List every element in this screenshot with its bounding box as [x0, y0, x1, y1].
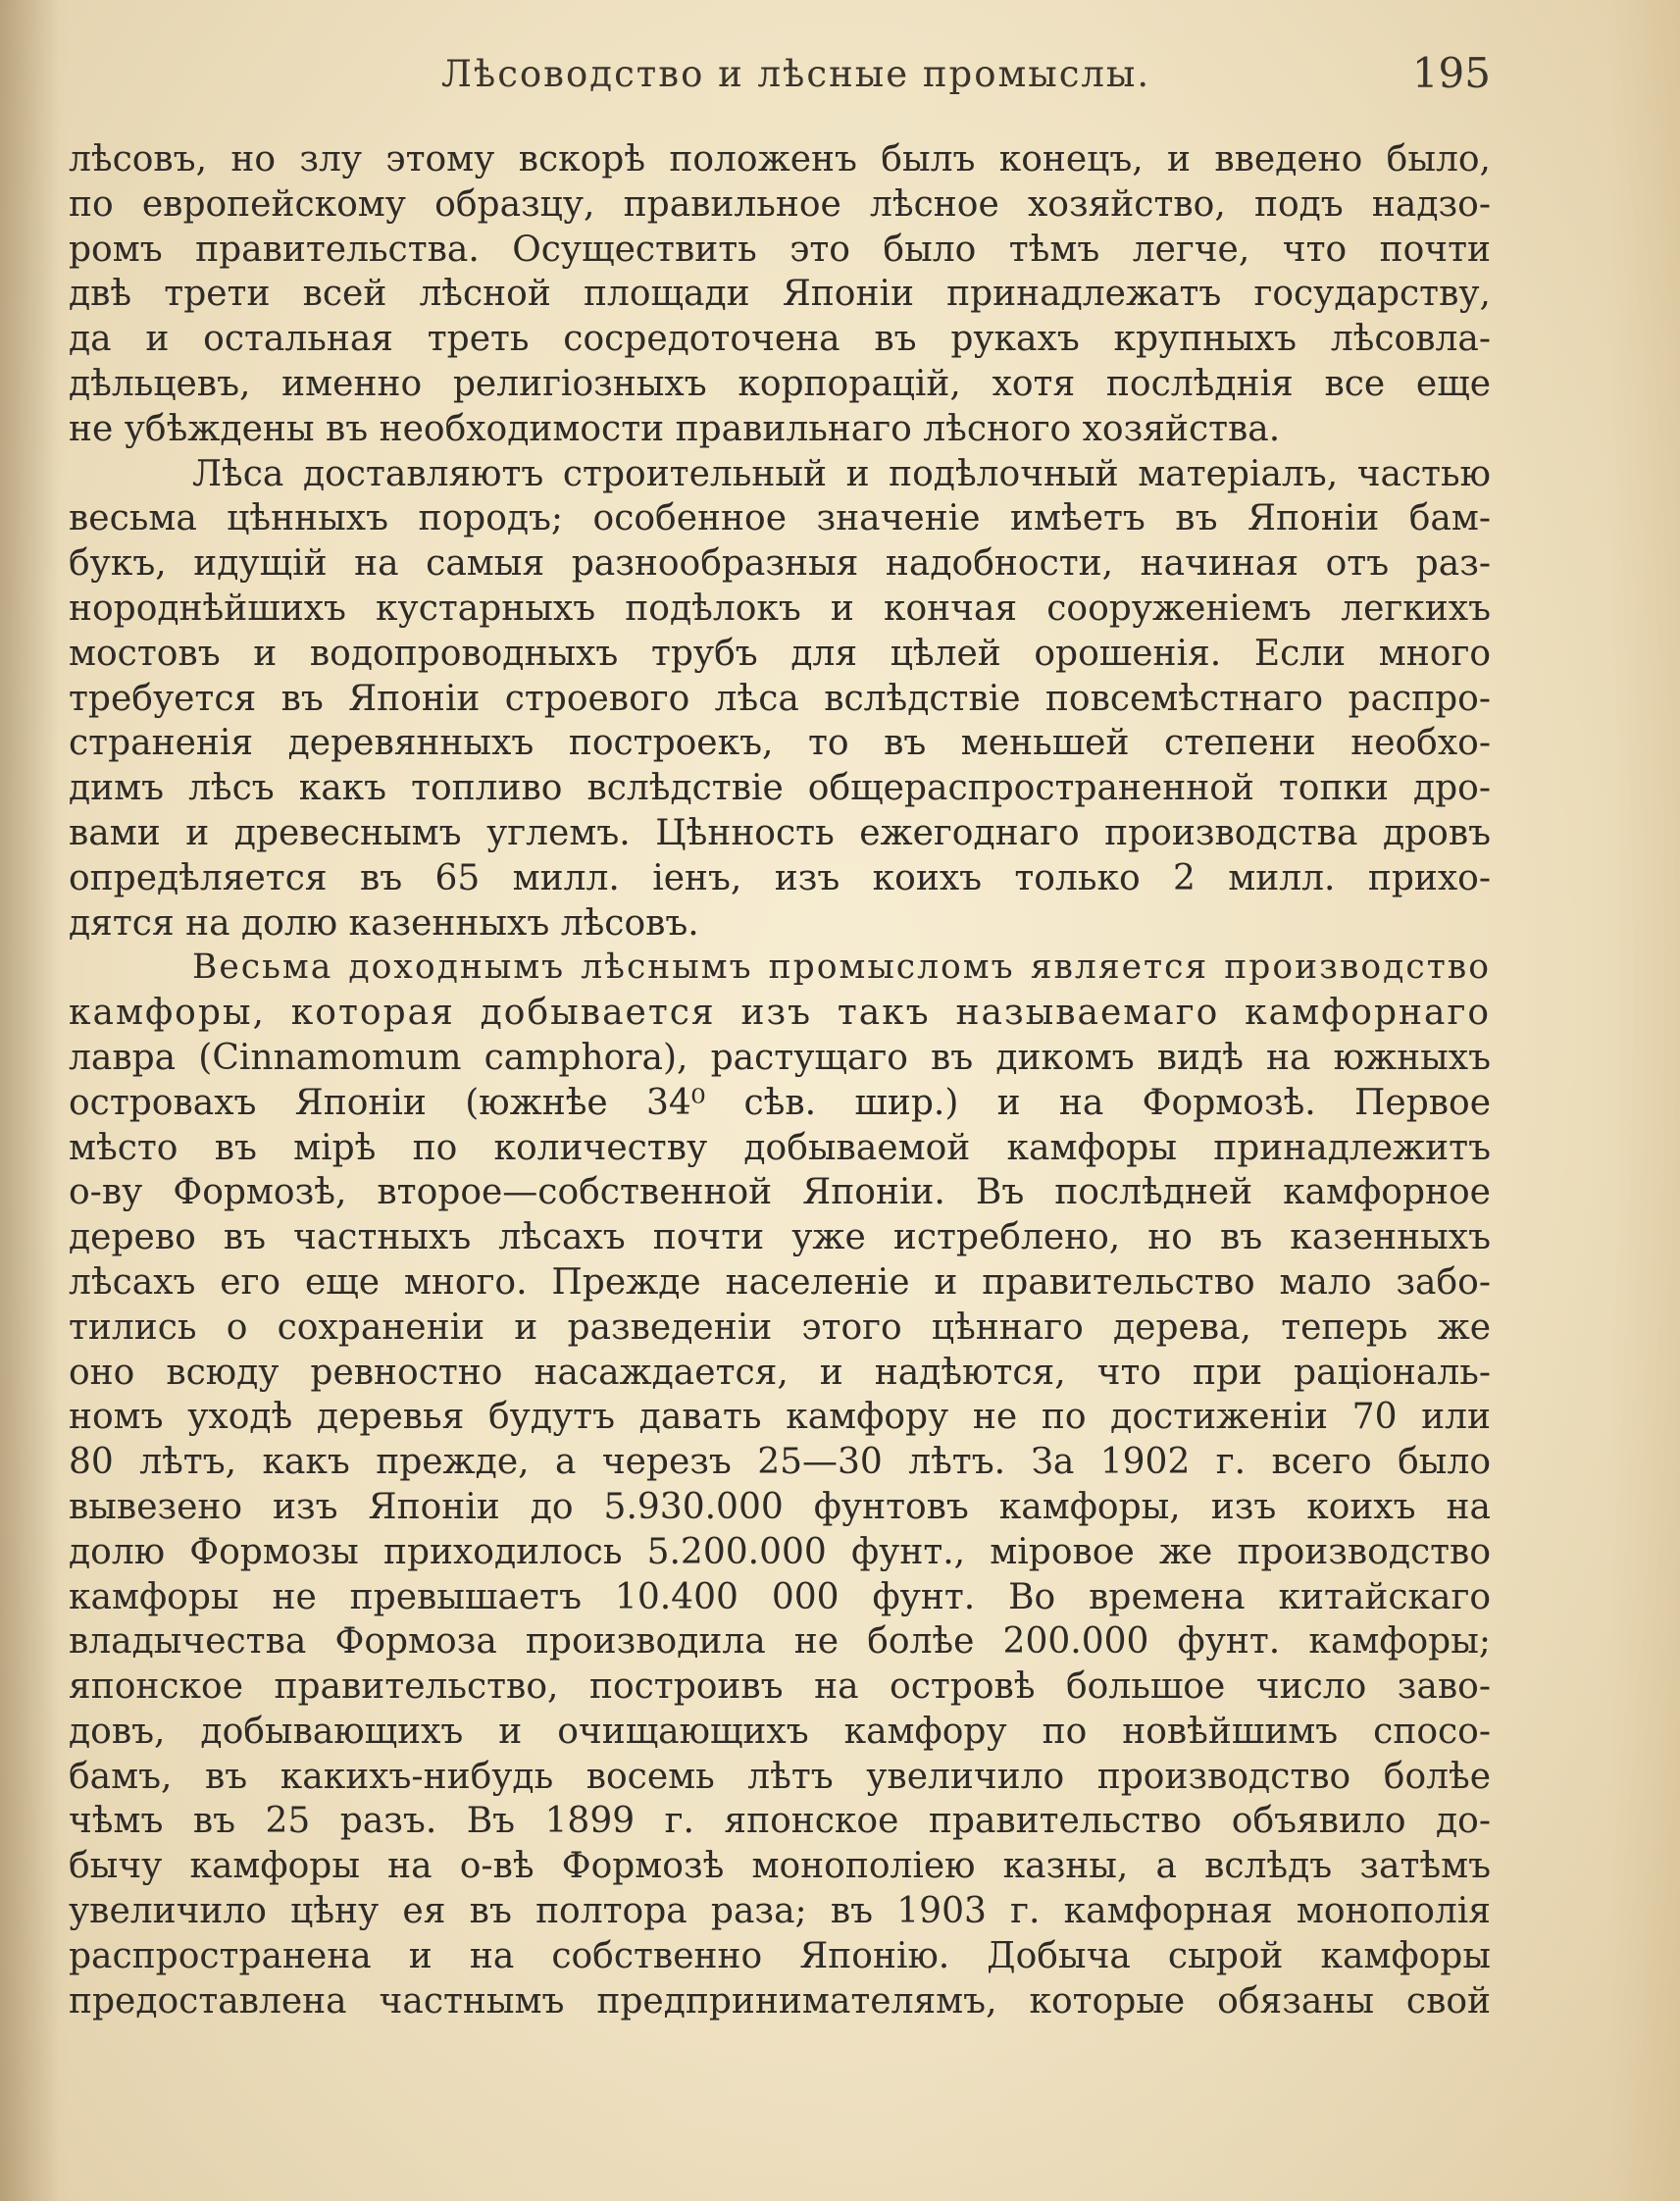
text-line: не убѣждены въ необходимости правильнаго лѣсного хозяйства. [69, 408, 1281, 449]
text-line: камфоры, которая добывается изъ такъ называемаго камфорнаго [69, 993, 1491, 1034]
text-line: нороднѣйшихъ кустарныхъ подѣлокъ и кончая сооруженіемъ легкихъ [69, 588, 1491, 629]
text-line: камфоры не превышаетъ 10.400 000 фунт. Во времена китайскаго [69, 1576, 1491, 1617]
text-line: номъ уходѣ деревья будутъ давать камфору не по достиженіи 70 или [69, 1397, 1491, 1438]
text-line: 80 лѣтъ, какъ прежде, а черезъ 25—30 лѣтъ. За 1902 г. всего было [69, 1442, 1491, 1483]
text-line: димъ лѣсъ какъ топливо вслѣдствіе общераспространенной топки дро- [69, 768, 1491, 809]
text-line: довъ, добывающихъ и очищающихъ камфору по новѣйшимъ спосо- [69, 1711, 1491, 1752]
running-title: Лѣсоводство и лѣсные промыслы. [441, 53, 1151, 95]
text-line: лавра (Cinnamomum camphora), растущаго въ дикомъ видѣ на южныхъ [69, 1037, 1491, 1078]
text-line: дятся на долю казенныхъ лѣсовъ. [69, 902, 699, 944]
text-line: двѣ трети всей лѣсной площади Японіи принадлежатъ государству, [69, 274, 1491, 315]
text-line: островахъ Японіи (южнѣе 34⁰ сѣв. шир.) и на Формозѣ. Первое [69, 1082, 1491, 1123]
text-line: весьма цѣнныхъ породъ; особенное значеніе имѣетъ въ Японіи бам- [69, 498, 1491, 539]
text-line: страненія деревянныхъ построекъ, то въ меньшей степени необхо- [69, 723, 1491, 764]
page-header [69, 49, 1491, 108]
text-line: чѣмъ въ 25 разъ. Въ 1899 г. японское правительство объявило до- [69, 1801, 1491, 1842]
text-line: вывезено изъ Японіи до 5.930.000 фунтовъ камфоры, изъ коихъ на [69, 1486, 1491, 1527]
text-line: предоставлена частнымъ предпринимателямъ, которые обязаны свой [69, 1980, 1491, 2022]
text-line: по европейскому образцу, правильное лѣсное хозяйство, подъ надзо- [69, 183, 1491, 225]
text-line: владычества Формоза производила не болѣе 200.000 фунт. камфоры; [69, 1621, 1491, 1663]
text-line: японское правительство, построивъ на островѣ большое число заво- [69, 1666, 1491, 1708]
page-number: 195 [1411, 49, 1491, 97]
text-line: тились о сохраненіи и разведеніи этого цѣннаго дерева, теперь же [69, 1306, 1491, 1348]
text-line: дерево въ частныхъ лѣсахъ почти уже истреблено, но въ казенныхъ [69, 1217, 1491, 1258]
text-line: ромъ правительства. Осуществить это было тѣмъ легче, что почти [69, 229, 1491, 270]
text-line: увеличило цѣну ея въ полтора раза; въ 1903 г. камфорная монополія [69, 1891, 1491, 1932]
gutter-shadow [0, 0, 59, 2201]
text-line: мостовъ и водопроводныхъ трубъ для цѣлей орошенія. Если много [69, 633, 1491, 674]
text-line: мѣсто въ мірѣ по количеству добываемой камфоры принадлежитъ [69, 1127, 1491, 1168]
paragraph-first-line: Весьма доходнымъ лѣснымъ промысломъ является производство [192, 947, 1491, 988]
text-line: букъ, идущій на самыя разнообразныя надобности, начиная отъ раз- [69, 543, 1491, 585]
text-line: требуется въ Японіи строевого лѣса вслѣдствіе повсемѣстнаго распро- [69, 678, 1491, 719]
paragraph-first-line: Лѣса доставляютъ строительный и подѣлочный матеріалъ, частью [192, 453, 1491, 494]
text-line: дѣльцевъ, именно религіозныхъ корпорацій, хотя послѣднія все еще [69, 363, 1491, 404]
body-text [69, 137, 1491, 2023]
text-line: распространена и на собственно Японію. Добыча сырой камфоры [69, 1935, 1491, 1976]
text-line: бычу камфоры на о-вѣ Формозѣ монополіею казны, а вслѣдъ затѣмъ [69, 1846, 1491, 1887]
text-line: лѣсовъ, но злу этому вскорѣ положенъ былъ конецъ, и введено было, [69, 139, 1491, 179]
text-line: опредѣляется въ 65 милл. іенъ, изъ коихъ только 2 милл. прихо- [69, 857, 1491, 898]
text-line: да и остальная треть сосредоточена въ рукахъ крупныхъ лѣсовла- [69, 319, 1491, 360]
text-line: вами и древеснымъ углемъ. Цѣнность ежегоднаго производства дровъ [69, 812, 1491, 853]
text-line: долю Формозы приходилось 5.200.000 фунт., міровое же производство [69, 1531, 1491, 1572]
text-line: лѣсахъ его еще много. Прежде населеніе и правительство мало забо- [69, 1261, 1491, 1303]
text-line: бамъ, въ какихъ-нибудь восемь лѣтъ увеличило производство болѣе [69, 1756, 1491, 1797]
text-line: оно всюду ревностно насаждается, и надѣются, что при раціональ- [69, 1352, 1491, 1393]
text-line: о-ву Формозѣ, второе—собственной Японіи. Въ послѣдней камфорное [69, 1172, 1491, 1213]
